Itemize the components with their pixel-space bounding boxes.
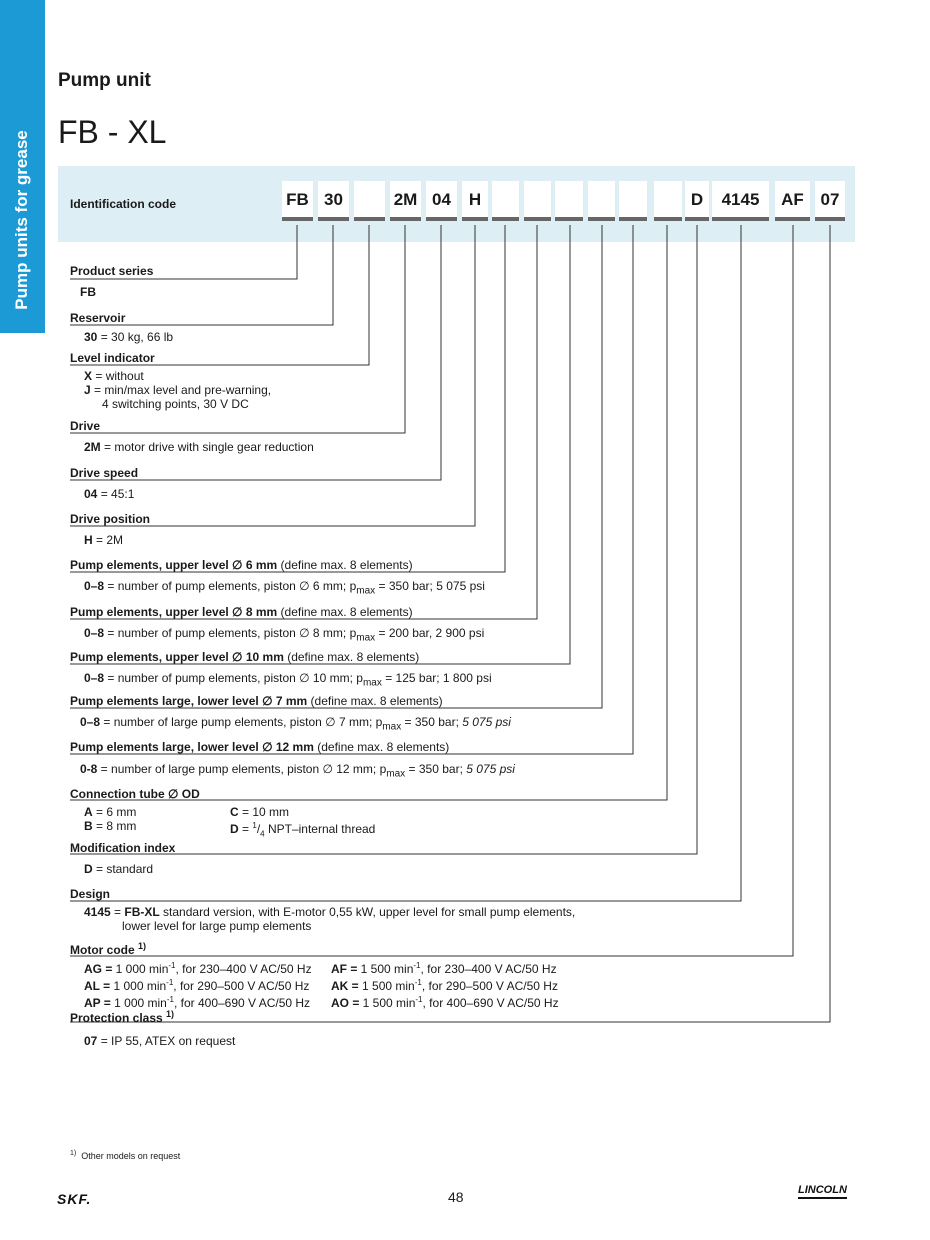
section-motor-code: Motor code $^{1)}$ bbox=[70, 941, 147, 957]
section-pe-upper-10: Pump elements, upper level ∅ 10 mm (define max. 8 elements) bbox=[70, 650, 420, 664]
section-modification-index: Modification index bbox=[70, 841, 176, 855]
motor-code-left bbox=[84, 959, 312, 1010]
section-design: Design bbox=[70, 887, 111, 901]
section-level-indicator: Level indicator bbox=[70, 351, 155, 365]
pe-upper-10-desc: 0–8 = number of pump elements, piston ∅ 10 mm; $p_{max} = 125$ bar; 1 800 psi bbox=[84, 671, 492, 689]
drive-position-desc: H = 2M bbox=[84, 533, 124, 547]
product-series-value: FB bbox=[80, 285, 96, 299]
page-title: FB - XL bbox=[58, 114, 167, 150]
connector-line bbox=[70, 225, 369, 365]
motor-code-right bbox=[331, 959, 559, 1010]
motor-code-row: AP = 1 000 $\min^{-1}$, for 400–690 V AC/50 Hz bbox=[84, 995, 311, 1010]
section-protection-class: Protection class $^{1)}$ bbox=[70, 1009, 175, 1025]
section-connection-tube: Connection tube ∅ OD bbox=[70, 787, 200, 801]
section-pe-lower-12: Pump elements large, lower level ∅ 12 mm (define max. 8 elements) bbox=[70, 740, 450, 754]
motor-code-row: AG = 1 000 $\min^{-1}$, for 230–400 V AC/50 Hz bbox=[84, 961, 312, 976]
lincoln-logo: LINCOLN bbox=[798, 1184, 847, 1199]
code-box: D bbox=[685, 181, 709, 221]
connection-tube-right: C = 10 mm $D = ^1/_4$ NPT–internal thread bbox=[230, 805, 376, 839]
section-drive-speed: Drive speed bbox=[70, 466, 139, 480]
section-reservoir: Reservoir bbox=[70, 311, 126, 325]
code-box: H bbox=[462, 181, 488, 221]
reservoir-desc: 30 = 30 kg, 66 lb bbox=[84, 330, 174, 344]
level-indicator-desc: X = without J = min/max level and pre-warning, 4 switching points, 30 V DC bbox=[84, 369, 272, 411]
code-box: 07 bbox=[815, 181, 845, 221]
connector-line bbox=[70, 225, 830, 1022]
connector-line bbox=[70, 225, 697, 854]
section-product-series: Product series bbox=[70, 264, 154, 278]
code-box: 30 bbox=[318, 181, 349, 221]
side-tab-label: Pump units for grease bbox=[12, 130, 31, 310]
motor-code-row: AF = 1 500 $\min^{-1}$, for 230–400 V AC/50 Hz bbox=[331, 961, 557, 976]
protection-class-desc: 07 = IP 55, ATEX on request bbox=[84, 1034, 236, 1048]
design-desc: 4145 = FB-XL standard version, with E-motor 0,55 kW, upper level for small pump elements, lower level for large pump elements bbox=[84, 905, 576, 933]
pe-upper-8-desc: 0–8 = number of pump elements, piston ∅ 8 mm; $p_{max} = 200$ bar, 2 900 psi bbox=[84, 626, 485, 644]
section-drive: Drive bbox=[70, 419, 101, 433]
code-box: 2M bbox=[390, 181, 421, 221]
skf-logo: SKF. bbox=[57, 1191, 92, 1207]
pe-lower-12-desc: 0-8 = number of large pump elements, piston ∅ 12 mm; $p_{max} = 350$ bar; 5 075 psi bbox=[80, 762, 515, 780]
motor-code-row: AO = 1 500 $\min^{-1}$, for 400–690 V AC/50 Hz bbox=[331, 995, 559, 1010]
code-box: FB bbox=[282, 181, 313, 221]
section-pe-lower-7: Pump elements large, lower level ∅ 7 mm (define max. 8 elements) bbox=[70, 694, 443, 708]
pe-upper-6-desc: 0–8 = number of pump elements, piston ∅ 6 mm; $p_{max} = 350$ bar; 5 075 psi bbox=[84, 579, 485, 597]
footnote: $^{1)}$ Other models on request bbox=[70, 1150, 181, 1161]
pe-lower-7-desc: 0–8 = number of large pump elements, piston ∅ 7 mm; $p_{max} = 350$ bar; 5 075 psi bbox=[80, 715, 511, 733]
code-box: 4145 bbox=[712, 181, 769, 221]
code-box: 04 bbox=[426, 181, 457, 221]
section-pe-upper-8: Pump elements, upper level ∅ 8 mm (define max. 8 elements) bbox=[70, 605, 413, 619]
motor-code-row: AK = 1 500 $\min^{-1}$, for 290–500 V AC/50 Hz bbox=[331, 978, 558, 993]
section-pe-upper-6: Pump elements, upper level ∅ 6 mm (define max. 8 elements) bbox=[70, 558, 413, 572]
page-subtitle: Pump unit bbox=[58, 70, 151, 91]
drive-speed-desc: 04 = 45:1 bbox=[84, 487, 135, 501]
page-number: 48 bbox=[448, 1189, 464, 1205]
drive-desc: 2M = motor drive with single gear reduction bbox=[84, 440, 314, 454]
identification-label: Identification code bbox=[70, 197, 177, 211]
code-box: AF bbox=[775, 181, 810, 221]
section-drive-position: Drive position bbox=[70, 512, 151, 526]
motor-code-row: AL = 1 000 $\min^{-1}$, for 290–500 V AC/50 Hz bbox=[84, 978, 310, 993]
modification-index-desc: D = standard bbox=[84, 862, 154, 876]
connection-tube-left: A = 6 mm B = 8 mm bbox=[84, 805, 137, 833]
